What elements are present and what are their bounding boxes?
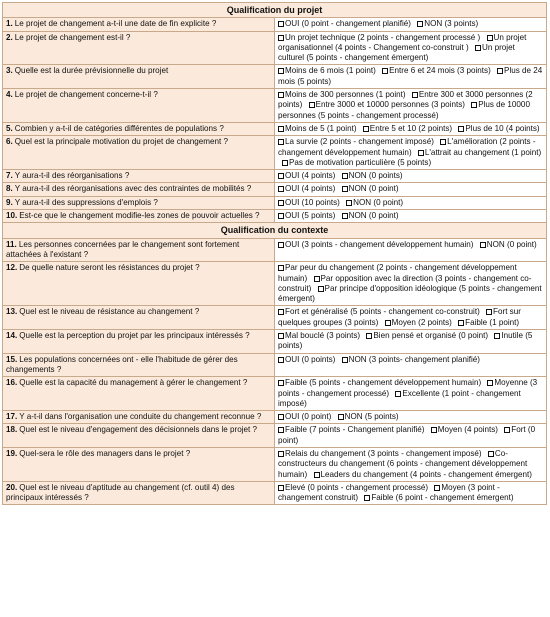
- checkbox-icon[interactable]: [487, 35, 493, 41]
- answer-option[interactable]: [278, 483, 428, 492]
- answer-option-label: Moyenne (3 points - changement processé): [278, 378, 538, 398]
- checkbox-icon[interactable]: [278, 485, 284, 491]
- question-number: 5.: [6, 123, 13, 133]
- answer-cell: [275, 122, 547, 135]
- answer-option[interactable]: [278, 412, 331, 421]
- checkbox-icon[interactable]: [278, 242, 284, 248]
- question-number: 17.: [6, 412, 18, 422]
- question-number: 8.: [6, 184, 13, 194]
- checkbox-icon[interactable]: [431, 427, 437, 433]
- question-text: De quelle nature seront les résistances du projet ?: [19, 263, 200, 273]
- answer-option-label: Un projet culturel (5 points - changement émergent): [278, 42, 515, 63]
- question-cell: [3, 306, 275, 330]
- checkbox-icon[interactable]: [504, 427, 510, 433]
- question-row: [3, 262, 547, 306]
- checkbox-icon[interactable]: [278, 380, 284, 386]
- question-text: Est-ce que le changement modifie-les zones de pouvoir actuelles ?: [19, 211, 260, 221]
- answer-option[interactable]: [278, 124, 357, 133]
- question-row: [3, 18, 547, 31]
- answer-option-label: NON (0 point): [353, 197, 404, 207]
- answer-option[interactable]: [278, 198, 340, 207]
- answer-option-label: Mal bouclé (3 points): [285, 331, 361, 341]
- answer-cell: [275, 447, 547, 481]
- answer-option[interactable]: [338, 412, 399, 421]
- answer-option[interactable]: [278, 184, 335, 193]
- answer-option-label: NON (3 points): [424, 19, 479, 29]
- question-text: Combien y a-t-il de catégories différentes de populations ?: [14, 123, 224, 133]
- answer-option[interactable]: [458, 318, 519, 327]
- question-number: 3.: [6, 66, 13, 76]
- answer-option[interactable]: [314, 470, 532, 479]
- checkbox-icon[interactable]: [278, 309, 284, 315]
- answer-cell: [275, 306, 547, 330]
- answer-option-label: Entre 6 et 24 mois (3 points): [389, 66, 491, 76]
- questionnaire-table: [2, 2, 547, 505]
- checkbox-icon[interactable]: [395, 391, 401, 397]
- question-text: Le projet de changement est-il ?: [14, 32, 131, 42]
- question-cell: [3, 136, 275, 170]
- answer-option[interactable]: [278, 425, 424, 434]
- question-row: [3, 353, 547, 377]
- question-text: Y aura-t-il des réorganisations ?: [14, 171, 130, 181]
- answer-option-label: Un projet organisationnel (4 points - Changement co-construit ): [278, 32, 527, 52]
- answer-option-label: OUI (5 points): [285, 211, 336, 221]
- checkbox-icon[interactable]: [382, 68, 388, 74]
- checkbox-icon[interactable]: [480, 242, 486, 248]
- question-number: 4.: [6, 90, 13, 100]
- question-cell: [3, 411, 275, 424]
- question-cell: [3, 89, 275, 123]
- checkbox-icon[interactable]: [338, 414, 344, 420]
- answer-cell: [275, 210, 547, 223]
- checkbox-icon[interactable]: [488, 451, 494, 457]
- answer-option-label: Entre 300 et 3000 personnes (2 points): [278, 90, 533, 110]
- checkbox-icon[interactable]: [278, 414, 284, 420]
- answer-option-label: Inutile (5 points): [278, 331, 533, 351]
- answer-option[interactable]: [278, 331, 360, 340]
- question-cell: [3, 122, 275, 135]
- question-text: Y aura-t-il des réorganisations avec des contraintes de mobilités ?: [14, 184, 252, 194]
- answer-option[interactable]: [342, 184, 399, 193]
- answer-option[interactable]: [278, 137, 434, 146]
- checkbox-icon[interactable]: [278, 427, 284, 433]
- question-number: 6.: [6, 137, 13, 147]
- answer-cell: [275, 183, 547, 196]
- answer-cell: [275, 136, 547, 170]
- question-text: Quel est la principale motivation du projet de changement ?: [14, 137, 229, 147]
- answer-option-label: Elevé (0 points - changement processé): [285, 482, 429, 492]
- answer-option-label: Co-constructeurs du changement (6 points - changement développement humain): [278, 448, 528, 479]
- answer-cell: [275, 170, 547, 183]
- question-row: [3, 424, 547, 448]
- checkbox-icon[interactable]: [278, 35, 284, 41]
- answer-cell: [275, 196, 547, 209]
- question-row: [3, 136, 547, 170]
- question-text: Quel-sera le rôle des managers dans le projet ?: [19, 448, 191, 458]
- answer-option-label: Fort (0 point): [278, 425, 536, 445]
- question-cell: [3, 210, 275, 223]
- answer-option-label: Faible (7 points - Changement planifié): [285, 425, 425, 435]
- answer-cell: [275, 238, 547, 262]
- checkbox-icon[interactable]: [342, 357, 348, 363]
- answer-option[interactable]: [278, 284, 542, 303]
- checkbox-icon[interactable]: [434, 485, 440, 491]
- answer-option-label: Fort sur quelques groupes (3 points): [278, 307, 521, 327]
- question-number: 13.: [6, 307, 18, 317]
- answer-option[interactable]: [417, 19, 478, 28]
- checkbox-icon[interactable]: [487, 380, 493, 386]
- answer-cell: [275, 330, 547, 354]
- question-number: 12.: [6, 263, 18, 273]
- answer-option[interactable]: [346, 198, 403, 207]
- answer-option-label: OUI (10 points): [285, 197, 340, 207]
- answer-option-label: OUI (0 point): [285, 412, 332, 422]
- checkbox-icon[interactable]: [278, 173, 284, 179]
- question-cell: [3, 31, 275, 65]
- question-row: [3, 122, 547, 135]
- checkbox-icon[interactable]: [314, 276, 320, 282]
- answer-option-label: Faible (5 points - changement développement humain): [285, 378, 482, 388]
- question-number: 2.: [6, 32, 13, 42]
- checkbox-icon[interactable]: [418, 150, 424, 156]
- answer-option-label: Moyen (2 points): [391, 317, 452, 327]
- question-row: [3, 65, 547, 89]
- question-number: 9.: [6, 197, 13, 207]
- answer-cell: [275, 18, 547, 31]
- answer-option[interactable]: [342, 171, 403, 180]
- checkbox-icon[interactable]: [346, 200, 352, 206]
- checkbox-icon[interactable]: [278, 92, 284, 98]
- checkbox-icon[interactable]: [282, 160, 288, 166]
- answer-option-label: OUI (0 point - changement planifié): [285, 19, 411, 29]
- checkbox-icon[interactable]: [342, 213, 348, 219]
- question-cell: [3, 65, 275, 89]
- answer-option-label: NON (0 points): [348, 171, 403, 181]
- answer-option[interactable]: [418, 148, 541, 157]
- question-row: [3, 210, 547, 223]
- question-cell: [3, 481, 275, 505]
- answer-option[interactable]: [282, 158, 431, 167]
- question-cell: [3, 170, 275, 183]
- question-number: 16.: [6, 378, 18, 388]
- section-header-row: [3, 223, 547, 238]
- question-cell: [3, 183, 275, 196]
- answer-option-label: NON (5 points): [344, 412, 399, 422]
- checkbox-icon[interactable]: [278, 213, 284, 219]
- answer-option-label: Entre 5 et 10 (2 points): [369, 123, 453, 133]
- checkbox-icon[interactable]: [278, 333, 284, 339]
- answer-option-label: Pas de motivation particulière (5 points): [289, 157, 432, 167]
- answer-option[interactable]: [278, 66, 376, 75]
- answer-option-label: NON (0 point): [348, 184, 399, 194]
- checkbox-icon[interactable]: [440, 139, 446, 145]
- answer-option[interactable]: [342, 211, 399, 220]
- answer-cell: [275, 424, 547, 448]
- question-number: 14.: [6, 331, 18, 341]
- checkbox-icon[interactable]: [278, 21, 284, 27]
- question-text: Quel est le niveau de résistance au changement ?: [19, 307, 200, 317]
- answer-option[interactable]: [366, 331, 488, 340]
- answer-option-label: Faible (6 point - changement émergent): [371, 493, 514, 503]
- question-text: Les personnes concernées par le changement sont fortement attachées à l'existant ?: [6, 239, 240, 259]
- question-row: [3, 170, 547, 183]
- answer-option-label: Moins de 5 (1 point): [285, 123, 357, 133]
- question-cell: [3, 196, 275, 209]
- question-row: [3, 89, 547, 123]
- answer-option-label: Par principe d'opposition idéologique (5 points - changement émergent): [278, 283, 542, 304]
- answer-option-label: OUI (0 points): [285, 354, 336, 364]
- answer-option[interactable]: [278, 240, 474, 249]
- checkbox-icon[interactable]: [471, 102, 477, 108]
- answer-cell: [275, 377, 547, 411]
- checkbox-icon[interactable]: [278, 126, 284, 132]
- answer-option[interactable]: [278, 211, 335, 220]
- question-text: Les populations concernées ont - elle l'habitude de gérer des changements ?: [6, 354, 238, 374]
- checkbox-icon[interactable]: [278, 68, 284, 74]
- section-header-row: [3, 3, 547, 18]
- question-number: 10.: [6, 211, 18, 221]
- answer-option-label: L'attrait au changement (1 point): [424, 147, 542, 157]
- answer-cell: [275, 89, 547, 123]
- checkbox-icon[interactable]: [342, 173, 348, 179]
- answer-option-label: NON (0 point): [348, 211, 399, 221]
- checkbox-icon[interactable]: [412, 92, 418, 98]
- question-number: 15.: [6, 354, 18, 364]
- checkbox-icon[interactable]: [342, 186, 348, 192]
- answer-option[interactable]: [278, 378, 481, 387]
- answer-option-label: Par opposition avec la direction (3 points - changement co-construit): [278, 273, 532, 293]
- answer-option-label: Un projet technique (2 points - changement processé ): [285, 32, 481, 42]
- question-row: [3, 330, 547, 354]
- question-number: 11.: [6, 239, 17, 249]
- answer-option-label: L'amélioration (2 points - changement développement humain): [278, 137, 536, 157]
- answer-option-label: Leaders du changement (4 points - changement émergent): [320, 469, 532, 479]
- question-row: [3, 196, 547, 209]
- question-cell: [3, 447, 275, 481]
- answer-option[interactable]: [309, 100, 465, 109]
- answer-option-label: NON (0 point): [486, 239, 537, 249]
- answer-option-label: Moins de 6 mois (1 point): [285, 66, 376, 76]
- question-text: Quelle est la capacité du management à gérer le changement ?: [19, 378, 248, 388]
- checkbox-icon[interactable]: [458, 126, 464, 132]
- checkbox-icon[interactable]: [486, 309, 492, 315]
- answer-option[interactable]: [278, 90, 406, 99]
- answer-option-label: Faible (1 point): [465, 317, 520, 327]
- answer-option[interactable]: [431, 425, 498, 434]
- question-cell: [3, 238, 275, 262]
- question-row: [3, 238, 547, 262]
- checkbox-icon[interactable]: [363, 126, 369, 132]
- question-number: 1.: [6, 19, 13, 29]
- question-number: 20.: [6, 482, 18, 492]
- checkbox-icon[interactable]: [366, 333, 372, 339]
- checkbox-icon[interactable]: [314, 472, 320, 478]
- question-number: 19.: [6, 448, 18, 458]
- answer-option-label: Relais du changement (3 points - changement imposé): [285, 448, 482, 458]
- answer-cell: [275, 65, 547, 89]
- answer-option-label: Moyen (4 points): [437, 425, 498, 435]
- answer-option-label: Moyen (3 point - changement construit): [278, 482, 500, 503]
- answer-option[interactable]: [458, 124, 539, 133]
- answer-option[interactable]: [278, 171, 335, 180]
- answer-option-label: Par peur du changement (2 points - changement développement humain): [278, 263, 517, 283]
- answer-option[interactable]: [278, 449, 482, 458]
- answer-option-label: Moins de 300 personnes (1 point): [285, 90, 406, 100]
- checkbox-icon[interactable]: [458, 320, 464, 326]
- answer-option-label: Excellente (1 point - changement imposé): [278, 388, 521, 408]
- checkbox-icon[interactable]: [278, 265, 284, 271]
- answer-cell: [275, 353, 547, 377]
- answer-cell: [275, 31, 547, 65]
- checkbox-icon[interactable]: [497, 68, 503, 74]
- question-cell: [3, 330, 275, 354]
- answer-option-label: La survie (2 points - changement imposé): [285, 137, 434, 147]
- question-row: [3, 447, 547, 481]
- checkbox-icon[interactable]: [278, 357, 284, 363]
- checkbox-icon[interactable]: [494, 333, 500, 339]
- answer-cell: [275, 262, 547, 306]
- question-text: Y aura-t-il des suppressions d'emplois ?: [14, 197, 158, 207]
- section-title: Qualification du projet: [3, 3, 547, 18]
- question-row: [3, 183, 547, 196]
- answer-option-label: Plus de 24 mois (5 points): [278, 66, 543, 86]
- answer-option-label: OUI (4 points): [285, 184, 336, 194]
- question-row: [3, 306, 547, 330]
- question-cell: [3, 353, 275, 377]
- answer-cell: [275, 481, 547, 505]
- checkbox-icon[interactable]: [364, 495, 370, 501]
- question-text: Le projet de changement a-t-il une date de fin explicite ?: [14, 19, 217, 29]
- question-text: Quelle est la durée prévisionnelle du projet: [14, 66, 169, 76]
- question-cell: [3, 18, 275, 31]
- answer-option[interactable]: [385, 318, 452, 327]
- answer-option[interactable]: [278, 307, 480, 316]
- answer-option[interactable]: [342, 355, 480, 364]
- answer-cell: [275, 411, 547, 424]
- answer-option[interactable]: [278, 355, 335, 364]
- checkbox-icon[interactable]: [318, 286, 324, 292]
- checkbox-icon[interactable]: [278, 200, 284, 206]
- checkbox-icon[interactable]: [278, 139, 284, 145]
- question-number: 7.: [6, 171, 13, 181]
- checkbox-icon[interactable]: [309, 102, 315, 108]
- answer-option[interactable]: [382, 66, 491, 75]
- checkbox-icon[interactable]: [385, 320, 391, 326]
- answer-option-label: Entre 3000 et 10000 personnes (3 points): [315, 100, 465, 110]
- question-row: [3, 411, 547, 424]
- question-cell: [3, 424, 275, 448]
- answer-option-label: Plus de 10000 personnes (5 points - changement processé): [278, 100, 530, 120]
- question-text: Le projet de changement concerne-t-il ?: [14, 90, 158, 100]
- answer-option-label: Plus de 10 (4 points): [465, 123, 540, 133]
- answer-option-label: Bien pensé et organisé (0 point): [373, 331, 489, 341]
- question-text: Quelle est la perception du projet par les principaux intéressés ?: [19, 331, 250, 341]
- answer-option[interactable]: [364, 493, 513, 502]
- question-row: [3, 481, 547, 505]
- question-cell: [3, 262, 275, 306]
- question-number: 18.: [6, 425, 18, 435]
- question-cell: [3, 377, 275, 411]
- question-row: [3, 31, 547, 65]
- question-row: [3, 377, 547, 411]
- question-text: Quel est le niveau d'aptitude au changement (cf. outil 4) des principaux intéressés ?: [6, 482, 235, 503]
- section-title: Qualification du contexte: [3, 223, 547, 238]
- answer-option-label: Fort et généralisé (5 points - changement co-construit): [285, 307, 480, 317]
- answer-option[interactable]: [278, 19, 411, 28]
- answer-option-label: NON (3 points- changement planifié): [348, 354, 481, 364]
- checkbox-icon[interactable]: [278, 186, 284, 192]
- checkbox-icon[interactable]: [278, 451, 284, 457]
- answer-option[interactable]: [278, 33, 480, 42]
- answer-option-label: OUI (4 points): [285, 171, 336, 181]
- answer-option[interactable]: [363, 124, 452, 133]
- question-text: Y a-t-il dans l'organisation une conduite du changement reconnue ?: [19, 412, 262, 422]
- checkbox-icon[interactable]: [475, 45, 481, 51]
- answer-option[interactable]: [480, 240, 537, 249]
- checkbox-icon[interactable]: [417, 21, 423, 27]
- answer-option-label: OUI (3 points - changement développement humain): [285, 239, 474, 249]
- questionnaire-sheet: [2, 2, 547, 505]
- question-text: Quel est le niveau d'engagement des décisionnels dans le projet ?: [19, 425, 258, 435]
